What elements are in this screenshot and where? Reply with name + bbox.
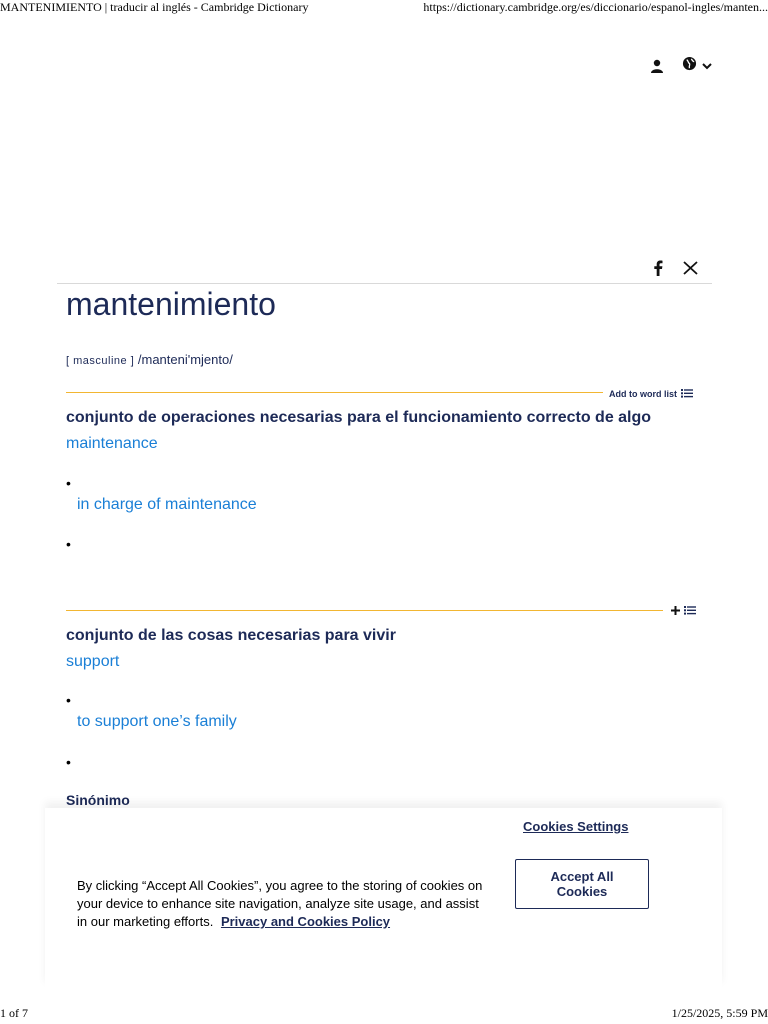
- translation-link[interactable]: maintenance: [66, 435, 158, 452]
- translation-link[interactable]: support: [66, 653, 120, 670]
- print-footer: [0, 1008, 768, 1024]
- sense-definition: conjunto de operaciones necesarias para el funcionamiento correcto de algo: [66, 409, 652, 426]
- add-to-word-list-button[interactable]: [609, 388, 693, 400]
- cookies-settings-link[interactable]: Cookies Settings: [523, 819, 629, 834]
- cookie-notice-text: By clicking “Accept All Cookies”, you agree to the storing of cookies on your device to enhance site navigation, analyze site usage, and assist in our marketing efforts.: [77, 878, 483, 929]
- share-bar: [653, 260, 698, 276]
- privacy-policy-link[interactable]: Privacy and Cookies Policy: [220, 914, 391, 929]
- divider: [57, 283, 712, 284]
- plus-icon: [671, 606, 680, 617]
- synonym-heading: Sinónimo: [66, 792, 130, 808]
- add-to-word-list-button[interactable]: [671, 605, 696, 617]
- sense-definition: conjunto de las cosas necesarias para vivir: [66, 627, 396, 644]
- print-header: [0, 0, 768, 16]
- example-bullet: •: [66, 754, 71, 770]
- accept-all-cookies-button[interactable]: Accept All Cookies: [515, 859, 649, 909]
- globe-icon: [682, 56, 697, 76]
- cookie-banner: [45, 808, 722, 988]
- pronunciation: /manteni'mjento/: [137, 352, 233, 367]
- facebook-icon[interactable]: [653, 260, 663, 276]
- sense-divider: [66, 392, 603, 393]
- print-page-title: MANTENIMIENTO | traducir al inglés - Cambridge Dictionary: [0, 0, 309, 14]
- language-selector[interactable]: [682, 56, 712, 76]
- sense-divider: [66, 610, 663, 611]
- user-icon[interactable]: [650, 59, 664, 73]
- headword: mantenimiento: [66, 286, 276, 322]
- x-icon[interactable]: [683, 261, 698, 275]
- example-bullet: •: [66, 692, 71, 708]
- list-icon: [684, 605, 696, 617]
- example-translation: to support one’s family: [77, 713, 237, 730]
- print-url: https://dictionary.cambridge.org/es/diccionario/espanol-ingles/manten...: [423, 0, 768, 14]
- page-count: 1 of 7: [0, 1006, 28, 1020]
- example-bullet: •: [66, 475, 71, 491]
- add-to-word-list-label: Add to word list: [609, 389, 677, 399]
- cookie-notice: [77, 877, 489, 931]
- chevron-down-icon: [702, 57, 712, 75]
- part-of-speech: [ masculine ]: [66, 355, 135, 367]
- list-icon: [681, 388, 693, 400]
- print-datetime: 1/25/2025, 5:59 PM: [671, 1006, 768, 1020]
- grammar-pronunciation-line: [66, 352, 233, 367]
- example-translation: in charge of maintenance: [77, 496, 257, 513]
- header-icons: [650, 56, 712, 76]
- example-bullet: •: [66, 536, 71, 552]
